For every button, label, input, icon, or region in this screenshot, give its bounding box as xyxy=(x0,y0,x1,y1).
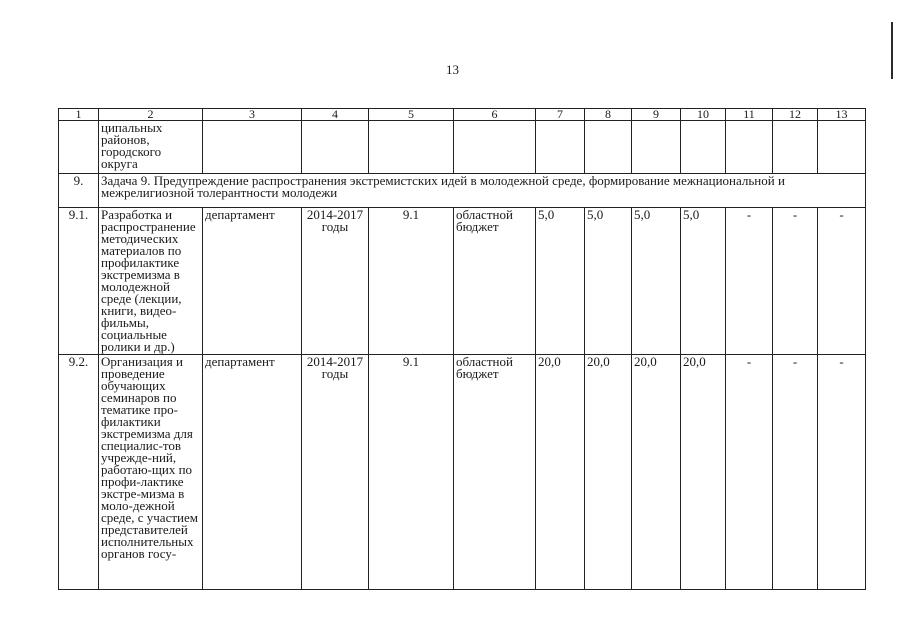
continuation-row xyxy=(59,121,866,174)
funding-source: областной бюджет xyxy=(454,208,536,355)
amount-col-11: - xyxy=(726,355,773,590)
amount-col-8: 5,0 xyxy=(585,208,632,355)
cell-empty xyxy=(454,121,536,174)
cell-empty xyxy=(726,121,773,174)
column-header: 2 xyxy=(99,109,203,121)
program-table xyxy=(58,108,866,590)
amount-col-13: - xyxy=(818,208,866,355)
column-header: 12 xyxy=(773,109,818,121)
column-header: 9 xyxy=(632,109,681,121)
table-row xyxy=(59,355,866,590)
cell-empty xyxy=(632,121,681,174)
period: 2014-2017 годы xyxy=(302,355,369,590)
amount-col-12: - xyxy=(773,355,818,590)
column-header: 4 xyxy=(302,109,369,121)
cell-empty xyxy=(585,121,632,174)
executor: департамент xyxy=(203,208,302,355)
column-header: 6 xyxy=(454,109,536,121)
header-row xyxy=(59,109,866,121)
amount-col-12: - xyxy=(773,208,818,355)
funding-source: областной бюджет xyxy=(454,355,536,590)
column-header: 5 xyxy=(369,109,454,121)
column-header: 7 xyxy=(536,109,585,121)
cell-empty xyxy=(369,121,454,174)
amount-col-7: 20,0 xyxy=(536,355,585,590)
column-header: 1 xyxy=(59,109,99,121)
amount-col-7: 5,0 xyxy=(536,208,585,355)
amount-col-9: 20,0 xyxy=(632,355,681,590)
column-header: 3 xyxy=(203,109,302,121)
cell-empty xyxy=(536,121,585,174)
task-title: Задача 9. Предупреждение распространения экстремистских идей в молодежной среде, формирование межнациональной и межрелигиозной толерантности молодежи xyxy=(99,174,866,208)
cell-empty xyxy=(818,121,866,174)
cell-empty xyxy=(302,121,369,174)
margin-line xyxy=(891,22,893,79)
page-number: 13 xyxy=(446,62,459,77)
table-row xyxy=(59,208,866,355)
task-row xyxy=(59,174,866,208)
cell-empty xyxy=(203,121,302,174)
row-number: 9.2. xyxy=(59,355,99,590)
amount-col-10: 5,0 xyxy=(681,208,726,355)
activity-name: Разработка и распространение методических материалов по профилактике экстремизма в молодежной среде (лекции, книги, видео-фильмы, социальные ролики и др.) xyxy=(99,208,203,355)
column-header: 8 xyxy=(585,109,632,121)
cell-empty xyxy=(773,121,818,174)
continuation-text: ципальных районов, городского округа xyxy=(99,121,203,174)
amount-col-9: 5,0 xyxy=(632,208,681,355)
column-header: 10 xyxy=(681,109,726,121)
cell-empty xyxy=(681,121,726,174)
amount-col-11: - xyxy=(726,208,773,355)
amount-col-10: 20,0 xyxy=(681,355,726,590)
indicator: 9.1 xyxy=(369,208,454,355)
indicator: 9.1 xyxy=(369,355,454,590)
executor: департамент xyxy=(203,355,302,590)
column-header: 13 xyxy=(818,109,866,121)
row-number: 9.1. xyxy=(59,208,99,355)
task-number: 9. xyxy=(59,174,99,208)
activity-name: Организация и проведение обучающих семинаров по тематике про-филактики экстремизма для специалис-тов учрежде-ний, работаю-щих по профи-лактике экстре-мизма в моло-дежной среде, с участием представителей исполнительных органов госу- xyxy=(99,355,203,590)
cell-empty xyxy=(59,121,99,174)
column-header: 11 xyxy=(726,109,773,121)
period: 2014-2017 годы xyxy=(302,208,369,355)
amount-col-13: - xyxy=(818,355,866,590)
amount-col-8: 20,0 xyxy=(585,355,632,590)
